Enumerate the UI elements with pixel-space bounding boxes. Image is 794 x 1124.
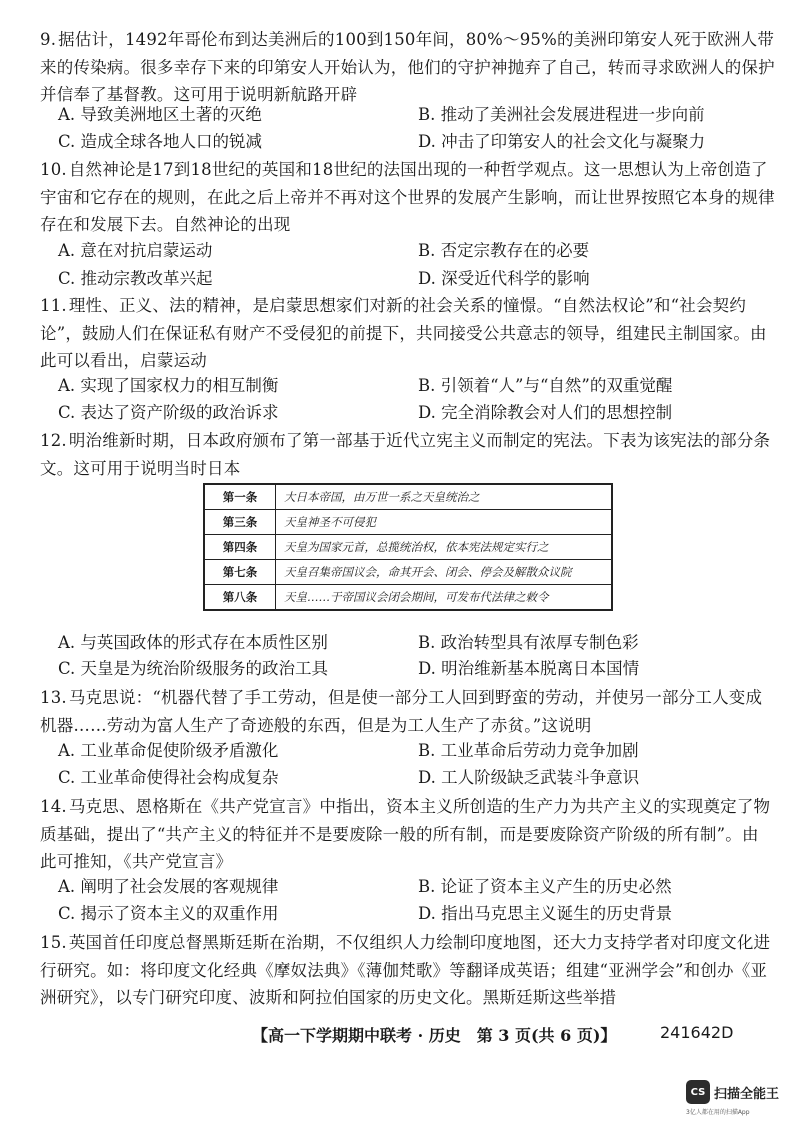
question-12-option-d[interactable]: D. 明治维新基本脱离日本国情 (418, 659, 640, 678)
question-14-option-d[interactable]: D. 指出马克思主义诞生的历史背景 (418, 904, 673, 923)
question-9-option-a[interactable]: A. 导致美洲地区土著的灭绝 (58, 105, 262, 124)
question-10-stem: 10. 自然神论是17到18世纪的英国和18世纪的法国出现的一种哲学观点。这一思想认为上帝创造了宇宙和它存在的规则，在此之后上帝并不再对这个世界的发展产生影响，而让世界按照它本身的规律存在和发展下去。自然神论的出现 (40, 160, 775, 234)
question-11-option-c[interactable]: C. 表达了资产阶级的政治诉求 (58, 403, 279, 422)
question-13-option-a[interactable]: A. 工业革命促使阶级矛盾激化 (58, 741, 279, 760)
question-9-option-d[interactable]: D. 冲击了印第安人的社会文化与凝聚力 (418, 132, 706, 151)
table-row (204, 585, 612, 611)
question-14-option-a[interactable]: A. 阐明了社会发展的客观规律 (58, 877, 279, 896)
question-12-option-c[interactable]: C. 天皇是为统治阶级服务的政治工具 (58, 659, 329, 678)
question-9-stem: 9. 据估计，1492年哥伦布到达美洲后的100到150年间，80%～95%的美洲印第安人死于欧洲人带来的传染病。很多幸存下来的印第安人开始认为，他们的守护神抛弃了自己，转而寻求欧洲人的保护并信奉了基督教。这可用于说明新航路开辟 (40, 30, 775, 104)
question-9-option-c[interactable]: C. 造成全球各地人口的锐减 (58, 132, 263, 151)
question-11-stem: 11. 理性、正义、法的精神，是启蒙思想家们对新的社会关系的憧憬。“自然法权论”和“社会契约论”，鼓励人们在保证私有财产不受侵犯的前提下，共同接受公共意志的领导，组建民主制国家。由此可以看出，启蒙运动 (40, 296, 767, 370)
table-row (204, 510, 612, 535)
question-14-option-c[interactable]: C. 揭示了资本主义的双重作用 (58, 904, 279, 923)
article-text: 天皇神圣不可侵犯 (276, 510, 613, 535)
question-13-option-d[interactable]: D. 工人阶级缺乏武装斗争意识 (418, 768, 640, 787)
table-row (204, 560, 612, 585)
question-12-option-b[interactable]: B. 政治转型具有浓厚专制色彩 (418, 633, 639, 652)
table-row (204, 535, 612, 560)
article-text: 天皇为国家元首，总揽统治权，依本宪法规定实行之 (276, 535, 613, 560)
exam-footer-title: 【高一下学期期中联考 · 历史 第 3 页(共 6 页)】 (252, 1026, 617, 1045)
scanner-watermark (686, 1076, 786, 1118)
question-10-option-c[interactable]: C. 推动宗教改革兴起 (58, 269, 213, 288)
question-13-option-b[interactable]: B. 工业革命后劳动力竞争加剧 (418, 741, 639, 760)
camscanner-logo-icon: CS (686, 1080, 710, 1104)
question-12-option-a[interactable]: A. 与英国政体的形式存在本质性区别 (58, 633, 328, 652)
question-13-stem: 13. 马克思说：“机器代替了手工劳动，但是使一部分工人回到野蛮的劳动，并使另一部分工人变成机器……劳动为富人生产了奇迹般的东西，但是为工人生产了赤贫。”这说明 (40, 688, 763, 735)
question-10-option-d[interactable]: D. 深受近代科学的影响 (418, 269, 590, 288)
article-number: 第七条 (204, 560, 276, 585)
question-10-option-b[interactable]: B. 否定宗教存在的必要 (418, 241, 590, 260)
article-text: 天皇……于帝国议会闭会期间，可发布代法律之敕令 (276, 585, 613, 611)
watermark-app-name: 扫描全能王 (714, 1087, 780, 1102)
article-number: 第一条 (204, 484, 276, 510)
article-number: 第八条 (204, 585, 276, 611)
exam-code: 241642D (660, 1023, 734, 1042)
question-14-stem: 14. 马克思、恩格斯在《共产党宣言》中指出，资本主义所创造的生产力为共产主义的实现奠定了物质基础，提出了“共产主义的特征并不是要废除一般的所有制，而是要废除资产阶级的所有制”。由此可推知，《共产党宣言》 (40, 797, 771, 871)
article-number: 第四条 (204, 535, 276, 560)
constitution-articles-table (203, 483, 613, 611)
watermark-tagline: 3亿人都在用的扫描App (686, 1109, 750, 1116)
question-14-option-b[interactable]: B. 论证了资本主义产生的历史必然 (418, 877, 672, 896)
question-13-option-c[interactable]: C. 工业革命使得社会构成复杂 (58, 768, 279, 787)
question-9-option-b[interactable]: B. 推动了美洲社会发展进程进一步向前 (418, 105, 705, 124)
article-text: 大日本帝国，由万世一系之天皇统治之 (276, 484, 613, 510)
question-11-option-a[interactable]: A. 实现了国家权力的相互制衡 (58, 376, 279, 395)
table-row (204, 484, 612, 510)
question-15-stem: 15. 英国首任印度总督黑斯廷斯在治期，不仅组织人力绘制印度地图，还大力支持学者对印度文化进行研究。如：将印度文化经典《摩奴法典》《薄伽梵歌》等翻译成英语；组建“亚洲学会”和创办《亚洲研究》，以专门研究印度、波斯和阿拉伯国家的历史文化。黑斯廷斯这些举措 (40, 933, 771, 1007)
article-text: 天皇召集帝国议会，命其开会、闭会、停会及解散众议院 (276, 560, 613, 585)
question-10-option-a[interactable]: A. 意在对抗启蒙运动 (58, 241, 213, 260)
question-11-option-b[interactable]: B. 引领着“人”与“自然”的双重觉醒 (418, 376, 673, 395)
question-12-stem: 12. 明治维新时期，日本政府颁布了第一部基于近代立宪主义而制定的宪法。下表为该宪法的部分条文。这可用于说明当时日本 (40, 431, 771, 478)
article-number: 第三条 (204, 510, 276, 535)
question-11-option-d[interactable]: D. 完全消除教会对人们的思想控制 (418, 403, 673, 422)
